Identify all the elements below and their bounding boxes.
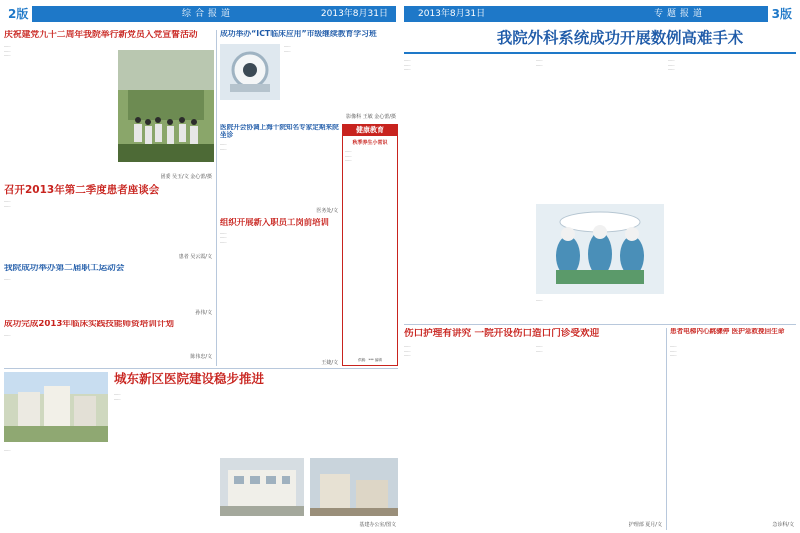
right-page-main-title: 我院外科系统成功开展数例高难手术 <box>496 29 744 47</box>
surgery-column-1 <box>404 58 532 320</box>
surgery-photo-operating-room <box>536 204 664 294</box>
health-box-byline: 供稿：*** 编辑 <box>358 358 382 362</box>
health-box-subtitle: 秋季养生小常识 <box>352 140 388 146</box>
article-body: …… …… …… <box>4 44 11 58</box>
ceremony-photo <box>118 50 214 162</box>
campus-aerial-photo <box>4 372 108 442</box>
article-byline: 陈伟忠/文 <box>190 354 212 360</box>
article-byline: 基建办公室/图文 <box>359 522 396 528</box>
article-byline: 患者 吴云霞/文 <box>178 254 212 260</box>
article-body: …… …… …… <box>404 344 411 358</box>
article-body: …… …… <box>4 199 11 208</box>
article-body-continued: …… …… <box>536 344 543 353</box>
right-page-section: 专题报道 <box>654 9 707 19</box>
surgery-column-body: …… …… …… <box>668 58 675 72</box>
article-title: 成功举办“ICT临床应用”市级继续教育学习班 <box>220 30 377 38</box>
section-divider <box>4 368 398 369</box>
article-body: …… <box>4 276 11 281</box>
section-divider <box>404 324 796 325</box>
column-divider <box>216 30 217 366</box>
article-wound-care-clinic <box>404 328 664 530</box>
article-new-campus <box>4 372 398 530</box>
left-page-header-bar <box>4 6 396 22</box>
article-ict-course <box>220 30 398 120</box>
column-divider <box>666 328 667 530</box>
article-body: …… …… …… <box>220 230 227 244</box>
surgery-column-3 <box>668 58 796 320</box>
article-title: 患者电梯内心跳骤停 医护急救挽回生命 <box>670 328 785 335</box>
article-elevator-cardiac-arrest <box>670 328 796 530</box>
article-byline: 团委 吴玉/文 金心蕾/摄 <box>160 174 212 180</box>
surgery-column-body: …… …… …… <box>404 58 411 72</box>
health-box-body: …… …… …… <box>345 149 352 163</box>
left-page-section: 综合报道 <box>182 9 235 19</box>
article-onboarding <box>220 218 340 366</box>
article-body: …… …… …… <box>670 344 677 358</box>
surgery-column-2 <box>536 58 664 320</box>
right-page-number: 3版 <box>768 6 796 22</box>
article-byline: 王婕/文 <box>321 360 338 366</box>
building-photo <box>220 458 304 516</box>
article-clinical-training <box>4 320 214 360</box>
article-title: 召开2013年第二季度患者座谈会 <box>4 184 160 196</box>
left-page-number: 2版 <box>4 6 32 22</box>
article-title: 庆祝建党九十二周年我院举行新党员入党宣誓活动 <box>4 30 198 40</box>
title-rule <box>404 52 796 54</box>
article-body: …… …… <box>284 44 291 53</box>
right-page <box>400 0 800 533</box>
article-body: …… …… <box>220 142 227 151</box>
article-byline: 孙伟/文 <box>195 310 212 316</box>
health-box-title: 健康教育 <box>343 125 397 136</box>
surgery-photo-caption: …… <box>536 298 543 302</box>
right-page-date: 2013年8月31日 <box>418 9 486 19</box>
article-title: 成功完成2013年临床实践技能师资培训计划 <box>4 320 175 329</box>
right-page-header-bar <box>404 6 796 22</box>
article-title: 城东新区医院建设稳步推进 <box>114 372 265 386</box>
health-education-box <box>342 124 398 366</box>
article-byline: 护理部 夏月/文 <box>628 522 662 528</box>
article-title: 我院成功举办第二届职工运动会 <box>4 264 125 273</box>
article-byline: 影像科 王敏 金心蕾/摄 <box>346 114 396 120</box>
article-byline: 急诊科/文 <box>772 522 794 528</box>
article-body: …… …… <box>114 392 121 401</box>
article-staff-games <box>4 264 214 316</box>
article-new-party-members <box>4 30 214 180</box>
article-patient-forum <box>4 184 214 260</box>
article-byline: 医务处/文 <box>316 208 338 214</box>
construction-photo <box>310 458 398 516</box>
ct-scanner-photo <box>220 44 280 100</box>
left-page-date: 2013年8月31日 <box>320 9 388 19</box>
article-title: 组织开展新入职员工岗前培训 <box>220 218 329 227</box>
surgery-column-body: …… …… <box>536 58 543 67</box>
article-title: 伤口护理有讲究 一院开设伤口造口门诊受欢迎 <box>404 328 600 339</box>
article-body: …… <box>4 332 11 337</box>
article-body-continued: …… <box>4 448 11 452</box>
article-title: 医院开会协调上海十院知名专家定期来院坐诊 <box>220 124 339 139</box>
article-expert-clinic <box>220 124 340 214</box>
